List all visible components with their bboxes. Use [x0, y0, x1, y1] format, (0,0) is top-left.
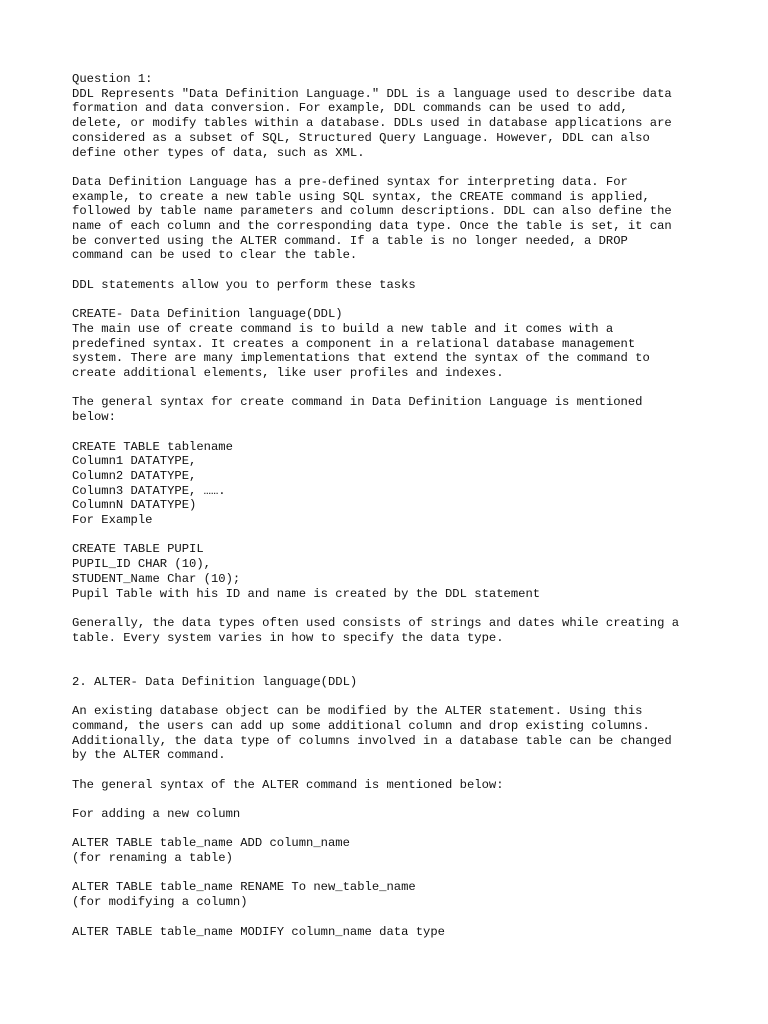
- section-create: [72, 307, 712, 381]
- text-line: define other types of data, such as XML.: [72, 145, 365, 160]
- text-line: considered as a subset of SQL, Structured Query Language. However, DDL can also: [72, 130, 650, 145]
- code-line: CREATE TABLE PUPIL: [72, 542, 204, 557]
- text-line: formation and data conversion. For example, DDL commands can be used to add,: [72, 101, 628, 116]
- text-line: system. There are many implementations that extend the syntax of the command to: [72, 351, 650, 366]
- code-line: Column2 DATATYPE,: [72, 468, 197, 483]
- text-line: name of each column and the corresponding data type. Once the table is set, it can: [72, 219, 672, 234]
- text-line: table. Every system varies in how to specify the data type.: [72, 630, 504, 645]
- text-line: predefined syntax. It creates a component in a relational database management: [72, 336, 636, 351]
- text-line: by the ALTER command.: [72, 748, 226, 763]
- code-create-example: [72, 542, 712, 601]
- text-line: followed by table name parameters and column descriptions. DDL can also define the: [72, 204, 672, 219]
- code-line: Column3 DATATYPE, …….: [72, 483, 226, 498]
- paragraph-adding-column: [72, 807, 712, 822]
- text-line: (for renaming a table): [72, 851, 233, 866]
- text-line: The main use of create command is to build a new table and it comes with a: [72, 321, 614, 336]
- text-line: (for modifying a column): [72, 895, 248, 910]
- text-line: An existing database object can be modified by the ALTER statement. Using this: [72, 704, 643, 719]
- paragraph-ddl-syntax: [72, 175, 712, 263]
- text-line: DDL statements allow you to perform these tasks: [72, 277, 416, 292]
- paragraph-alter-general-syntax: [72, 778, 712, 793]
- code-alter-add: [72, 836, 712, 865]
- text-line: The general syntax of the ALTER command is mentioned below:: [72, 777, 504, 792]
- text-line: Data Definition Language has a pre-defined syntax for interpreting data. For: [72, 174, 628, 189]
- section-alter-heading: [72, 675, 712, 690]
- text-line: below:: [72, 410, 116, 425]
- document-page: [72, 72, 712, 939]
- code-alter-modify: [72, 925, 712, 940]
- text-line: delete, or modify tables within a database. DDLs used in database applications are: [72, 116, 672, 131]
- code-line: ALTER TABLE table_name ADD column_name: [72, 836, 350, 851]
- code-line: CREATE TABLE tablename: [72, 439, 233, 454]
- paragraph-alter-intro: [72, 704, 712, 763]
- code-line: ColumnN DATATYPE): [72, 498, 197, 513]
- paragraph-ddl-intro: [72, 72, 712, 160]
- paragraph-create-general-syntax: [72, 395, 712, 424]
- text-line: command can be used to clear the table.: [72, 248, 358, 263]
- code-line: Column1 DATATYPE,: [72, 454, 197, 469]
- text-line: For adding a new column: [72, 806, 241, 821]
- text-line: Pupil Table with his ID and name is created by the DDL statement: [72, 586, 541, 601]
- text-line: create additional elements, like user profiles and indexes.: [72, 366, 504, 381]
- text-line: DDL Represents "Data Definition Language." DDL is a language used to describe data: [72, 86, 672, 101]
- section-heading: CREATE- Data Definition language(DDL): [72, 307, 343, 322]
- code-line: STUDENT_Name Char (10);: [72, 571, 241, 586]
- text-line: example, to create a new table using SQL syntax, the CREATE command is applied,: [72, 189, 650, 204]
- section-heading: 2. ALTER- Data Definition language(DDL): [72, 674, 358, 689]
- text-line: For Example: [72, 513, 153, 528]
- code-line: ALTER TABLE table_name MODIFY column_name data type: [72, 924, 445, 939]
- code-line: PUPIL_ID CHAR (10),: [72, 557, 211, 572]
- text-line: Additionally, the data type of columns involved in a database table can be changed: [72, 733, 672, 748]
- text-line: The general syntax for create command in Data Definition Language is mentioned: [72, 395, 643, 410]
- text-line: command, the users can add up some additional column and drop existing columns.: [72, 718, 650, 733]
- text-line: Generally, the data types often used consists of strings and dates while creating a: [72, 615, 680, 630]
- paragraph-data-types: [72, 616, 712, 645]
- code-line: ALTER TABLE table_name RENAME To new_table_name: [72, 880, 416, 895]
- code-create-syntax: [72, 440, 712, 528]
- text-line: be converted using the ALTER command. If a table is no longer needed, a DROP: [72, 233, 628, 248]
- text-line: Question 1:: [72, 72, 153, 86]
- paragraph-ddl-tasks: [72, 278, 712, 293]
- code-alter-rename: [72, 880, 712, 909]
